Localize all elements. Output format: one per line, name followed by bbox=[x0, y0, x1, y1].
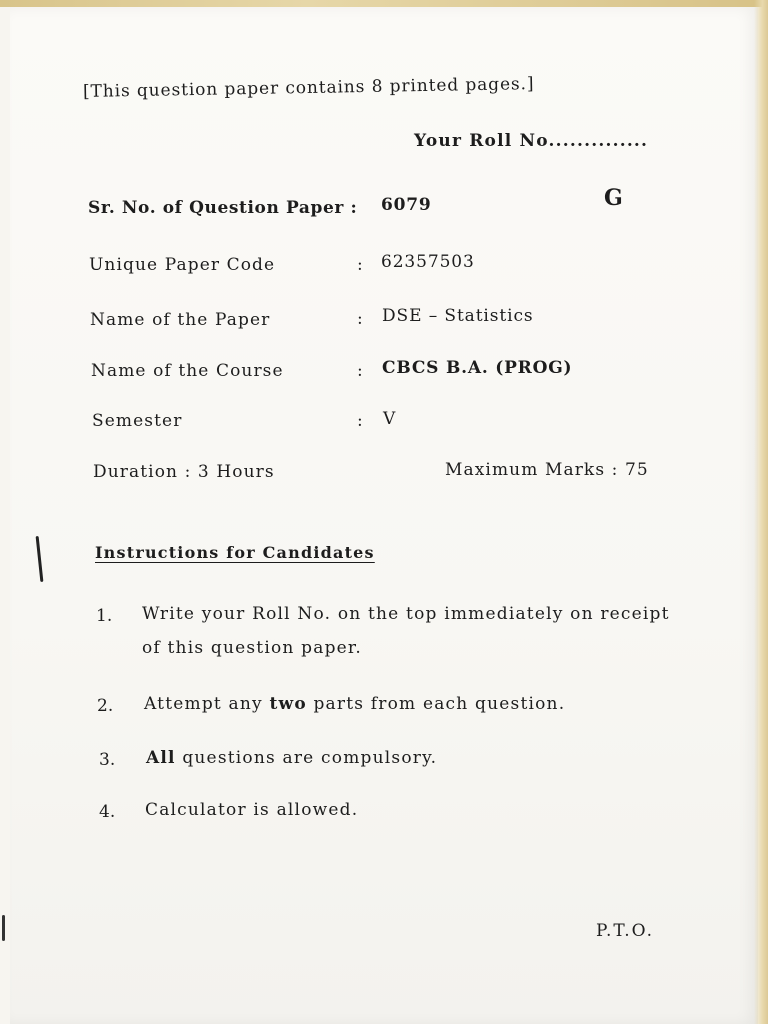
maximum-marks: Maximum Marks : 75 bbox=[445, 460, 649, 480]
instruction-number-4: 4. bbox=[99, 802, 116, 822]
paper-value: DSE – Statistics bbox=[382, 306, 534, 326]
instruction-number-2: 2. bbox=[97, 696, 114, 716]
duration: Duration : 3 Hours bbox=[93, 462, 275, 482]
semester-label: Semester bbox=[92, 411, 183, 431]
course-value: CBCS B.A. (PROG) bbox=[382, 358, 573, 378]
instruction-2 bbox=[144, 694, 565, 714]
please-turn-over: P.T.O. bbox=[596, 921, 654, 941]
instruction-1-line-1: Write your Roll No. on the top immediately on receipt bbox=[142, 604, 670, 624]
paper-colon: : bbox=[357, 309, 363, 329]
instruction-2-post: parts from each question. bbox=[306, 694, 566, 714]
semester-value: V bbox=[383, 409, 397, 429]
sr-no-label: Sr. No. of Question Paper : bbox=[88, 198, 358, 218]
pen-mark-lower bbox=[2, 915, 5, 941]
roll-number-field: Your Roll No.............. bbox=[414, 131, 649, 151]
pages-note: [This question paper contains 8 printed pages.] bbox=[82, 74, 535, 102]
instruction-number-3: 3. bbox=[99, 750, 116, 770]
instruction-1-line-2: of this question paper. bbox=[142, 638, 362, 658]
top-paper-edge bbox=[0, 0, 768, 7]
upc-colon: : bbox=[357, 255, 363, 275]
semester-colon: : bbox=[357, 411, 363, 431]
instruction-3-post: questions are compulsory. bbox=[175, 748, 438, 768]
upc-label: Unique Paper Code bbox=[89, 255, 276, 275]
course-label: Name of the Course bbox=[91, 361, 284, 381]
instruction-3-bold: All bbox=[146, 748, 176, 768]
instruction-2-pre: Attempt any bbox=[144, 694, 270, 714]
set-letter: G bbox=[604, 185, 623, 211]
instruction-2-bold: two bbox=[269, 694, 307, 714]
instruction-number-1: 1. bbox=[96, 606, 113, 626]
course-colon: : bbox=[357, 361, 363, 381]
sr-no-value: 6079 bbox=[381, 195, 432, 215]
paper-label: Name of the Paper bbox=[90, 310, 271, 330]
upc-value: 62357503 bbox=[381, 252, 475, 272]
right-paper-edge bbox=[754, 0, 768, 1024]
instruction-4: Calculator is allowed. bbox=[145, 800, 359, 820]
instruction-3 bbox=[146, 748, 437, 768]
question-paper-sheet bbox=[10, 7, 758, 1024]
instructions-heading: Instructions for Candidates bbox=[95, 543, 375, 562]
